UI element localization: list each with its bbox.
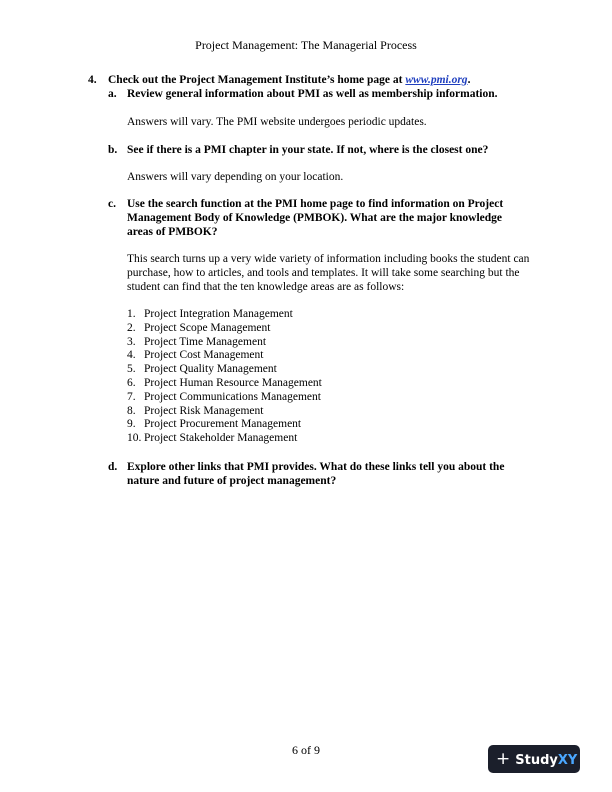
list-item: 4. Project Cost Management — [127, 349, 264, 362]
knowledge-areas-list — [127, 307, 427, 445]
list-item: 1. Project Integration Management — [127, 308, 293, 320]
logo-brand: Study — [515, 753, 558, 768]
part-label: a. — [108, 88, 117, 100]
question-period: . — [467, 74, 471, 86]
page-number: 6 of 9 — [292, 743, 320, 757]
list-item: 3. Project Time Management — [127, 335, 267, 348]
part-question: Explore other links that PMI provides. What do these links tell you about the nature and future of project management? — [127, 461, 505, 487]
page-header: Project Management: The Managerial Process — [195, 38, 417, 52]
part-question: See if there is a PMI chapter in your state. If not, where is the closest one? — [127, 144, 489, 156]
question-text: Check out the Project Management Institute’s home page at — [108, 74, 406, 86]
question-part-d — [108, 460, 528, 488]
question-4 — [88, 73, 548, 87]
logo-brand-suffix: XY — [557, 753, 578, 768]
part-question: Review general information about PMI as well as membership information. — [127, 88, 498, 100]
answer-c: This search turns up a very wide variety of information including books the student can purchase, how to articles, and tools and templates. It will take some searching but the student can find that the ten knowledge areas are as follows: — [127, 253, 530, 293]
answer-a: Answers will vary. The PMI website undergoes periodic updates. — [127, 116, 427, 128]
part-question: Use the search function at the PMI home page to find information on Project Management Body of Knowledge (PMBOK). What are the major knowledge areas of PMBOK? — [127, 198, 504, 238]
list-item: 2. Project Scope Management — [127, 321, 271, 334]
studyxy-logo[interactable] — [488, 745, 580, 773]
list-item: 9. Project Procurement Management — [127, 418, 302, 431]
part-label: b. — [108, 144, 118, 156]
list-item: 7. Project Communications Management — [127, 390, 321, 403]
question-part-c — [108, 197, 528, 239]
part-label: c. — [108, 198, 116, 210]
plus-icon: + — [496, 749, 511, 769]
answer-b: Answers will vary depending on your location. — [127, 171, 344, 183]
list-item: 10. Project Stakeholder Management — [127, 432, 298, 445]
pmi-link[interactable]: www.pmi.org — [405, 74, 468, 86]
part-label: d. — [108, 461, 118, 473]
question-number: 4. — [88, 74, 97, 86]
question-part-a — [108, 87, 528, 101]
list-item: 8. Project Risk Management — [127, 404, 264, 417]
list-item: 5. Project Quality Management — [127, 363, 277, 376]
list-item: 6. Project Human Resource Management — [127, 376, 322, 389]
question-part-b — [108, 143, 528, 157]
